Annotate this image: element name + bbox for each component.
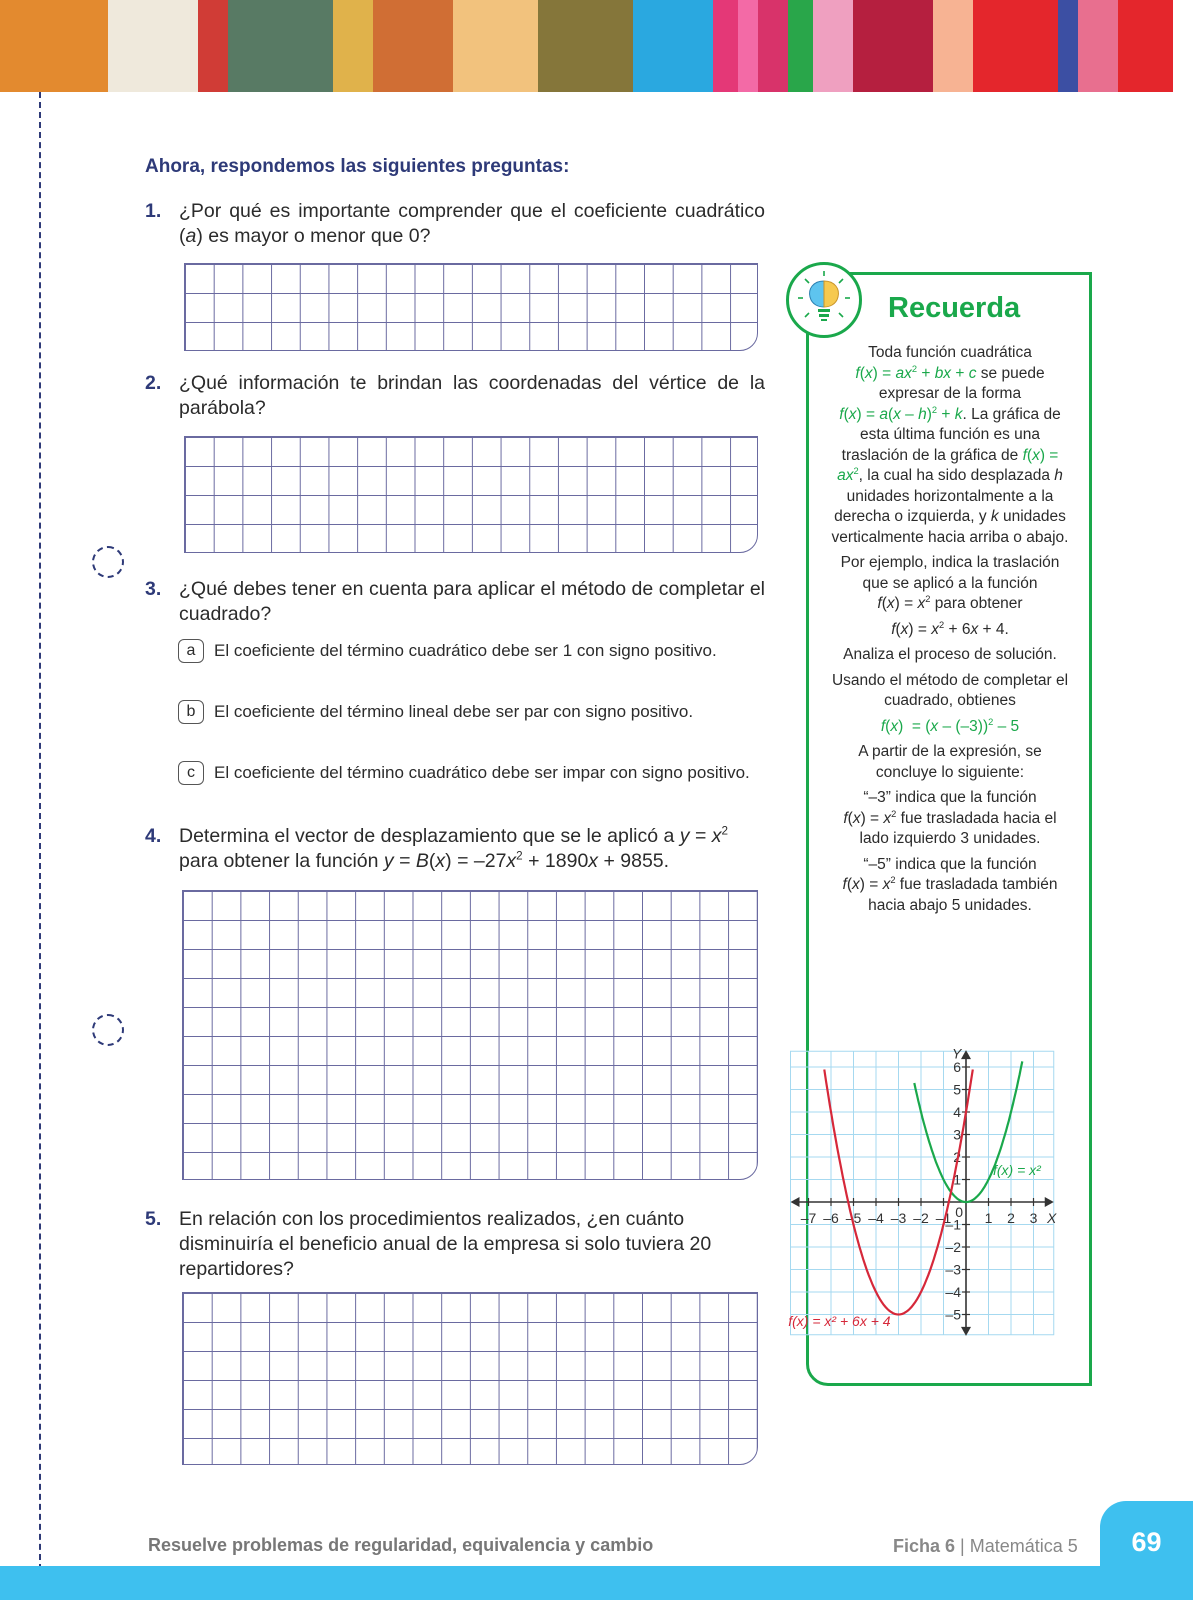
recuerda-text: fue trasladada también hacia abajo 5 unidades.	[868, 876, 1058, 914]
parabola-graph	[788, 1045, 1080, 1364]
recuerda-paragraph: A partir de la expresión, se concluye lo siguiente:	[858, 743, 1042, 781]
formula-vertex: f(x) = a(x – h)$^2$ + k	[839, 404, 963, 423]
recuerda-text: . La gráfica de esta última función es una traslación de la gráfica de	[841, 405, 1061, 464]
question-2	[145, 371, 765, 421]
option-text: El coeficiente del término lineal debe ser par con signo positivo.	[214, 702, 694, 721]
footer-separator: |	[955, 1536, 970, 1556]
question-text: ¿Qué información te brindan las coordenadas del vértice de la parábola?	[179, 372, 765, 419]
recuerda-paragraph: Usando el método de completar el cuadrado, obtienes	[831, 671, 1069, 709]
footer-subject	[893, 1536, 1078, 1557]
question-number: 1.	[145, 200, 162, 222]
y-tick-label: 6	[953, 1059, 961, 1075]
curve-label-shifted: f(x) = x² + 6x + 4	[788, 1312, 891, 1329]
footer-ficha: Ficha 6	[893, 1536, 956, 1556]
banner-stripe	[788, 0, 813, 92]
banner-stripe	[758, 0, 788, 92]
banner-stripe	[853, 0, 933, 92]
x-tick-label: 2	[1007, 1210, 1015, 1226]
cut-line	[39, 92, 41, 1600]
y-axis-label: Y	[952, 1045, 962, 1062]
y-tick-label: –1	[945, 1216, 961, 1233]
question-number: 5.	[145, 1208, 162, 1230]
answer-grid-5[interactable]	[182, 1292, 758, 1465]
y-tick-label: –4	[945, 1284, 961, 1300]
question-number: 2.	[145, 372, 162, 394]
recuerda-formula-result: f(x) = (x – (–3))$^2$ – 5	[880, 716, 1020, 735]
x-tick-label: –4	[868, 1210, 884, 1226]
x-tick-label: –2	[913, 1210, 929, 1226]
option-letter: c	[178, 761, 204, 785]
banner-stripe	[633, 0, 713, 92]
x-tick-label: –6	[823, 1210, 839, 1226]
recuerda-paragraph: “–3” indica que la función $f(x) = x^2$ fue trasladada hacia el lado izquierdo 3 unidades.	[843, 789, 1057, 847]
option-a[interactable]	[178, 638, 764, 663]
recuerda-paragraph: Analiza el proceso de solución.	[843, 646, 1057, 663]
y-tick-label: 5	[953, 1081, 961, 1098]
question-text-part: Determina el vector de desplazamiento que se le aplicó a	[179, 825, 680, 847]
decorative-banner	[0, 0, 1193, 92]
recuerda-text: unidades verticalmente hacia arriba o abajo.	[831, 508, 1069, 546]
answer-grid-1[interactable]	[184, 263, 758, 351]
curve-basic	[914, 1061, 1022, 1202]
binder-hole-marker	[92, 1014, 124, 1046]
y-tick-label: 4	[953, 1104, 961, 1120]
binder-hole-marker	[92, 546, 124, 578]
banner-stripe	[738, 0, 758, 92]
recuerda-text: fue trasladada hacia el lado izquierdo 3 unidades.	[859, 809, 1057, 847]
recuerda-text: Por ejemplo, indica la traslación que se aplicó a la función	[840, 554, 1060, 592]
option-text: El coeficiente del término cuadrático debe ser impar con signo positivo.	[214, 763, 750, 782]
question-text: Determina el vector de desplazamiento que se le aplicó a $y = x^2$ para obtener la función $y = B(x) = -27x^2 + 1890x + 9855$.	[179, 824, 729, 872]
banner-stripe	[333, 0, 373, 92]
banner-stripe	[373, 0, 453, 92]
footer-competency: Resuelve problemas de regularidad, equivalencia y cambio	[148, 1535, 654, 1555]
x-axis-arrow	[1045, 1197, 1054, 1207]
x-axis-arrow	[791, 1197, 800, 1207]
origin-label: 0	[955, 1204, 963, 1220]
formula-basic: $f(x) = ax^2$	[837, 446, 1059, 484]
question-number: 4.	[145, 825, 162, 847]
question-1	[145, 199, 765, 249]
option-text: El coeficiente del término cuadrático debe ser 1 con signo positivo.	[214, 641, 717, 660]
page-number: 69	[1131, 1527, 1162, 1557]
question-5	[145, 1207, 765, 1282]
question-4	[145, 824, 785, 874]
option-letter: b	[178, 700, 204, 724]
banner-stripe	[538, 0, 633, 92]
footer-band	[0, 1566, 1193, 1600]
section-intro: Ahora, respondemos las siguientes preguntas:	[145, 156, 570, 177]
recuerda-body	[827, 343, 1073, 921]
y-tick-label: –3	[945, 1261, 961, 1278]
x-tick-label: –3	[890, 1210, 907, 1226]
answer-grid-2[interactable]	[184, 436, 758, 553]
lightbulb-brain-icon	[786, 262, 862, 338]
question-text: ¿Qué debes tener en cuenta para aplicar el método de completar el cuadrado?	[179, 578, 765, 625]
x-axis-label: X	[1047, 1210, 1057, 1226]
x-tick-label: 1	[984, 1210, 993, 1226]
banner-stripe	[933, 0, 973, 92]
recuerda-paragraph: Por ejemplo, indica la traslación que se aplicó a la función $f(x) = x^2$ para obtener	[840, 554, 1060, 612]
recuerda-title: Recuerda	[888, 292, 1021, 324]
x-tick-label: –1	[935, 1210, 952, 1226]
recuerda-text: para obtener	[934, 595, 1023, 612]
banner-stripe	[973, 0, 1058, 92]
question-text-part: para obtener la función	[179, 850, 384, 872]
x-tick-label: 3	[1029, 1210, 1038, 1226]
x-tick-label: –5	[845, 1210, 862, 1226]
banner-stripe	[1058, 0, 1078, 92]
question-text: ¿Por qué es importante comprender que el coeficiente cuadrático (a) es mayor o menor que 0?	[179, 200, 765, 247]
question-number: 3.	[145, 578, 162, 600]
y-tick-label: 2	[953, 1149, 961, 1165]
banner-stripe	[1078, 0, 1118, 92]
y-tick-label: 3	[953, 1126, 961, 1143]
recuerda-formula: $f(x) = x^2 + 6x + 4$.	[891, 619, 1009, 638]
x-tick-label: –7	[800, 1210, 817, 1226]
recuerda-text: , la cual ha sido desplazada	[858, 467, 1050, 484]
banner-stripe	[713, 0, 738, 92]
option-letter: a	[178, 639, 204, 663]
recuerda-text: Toda función cuadrática	[868, 344, 1032, 361]
banner-stripe	[1118, 0, 1173, 92]
recuerda-text: unidades horizontalmente a la derecha o izquierda, y	[834, 487, 1054, 525]
banner-stripe	[198, 0, 228, 92]
question-3	[145, 577, 765, 627]
formula-general: $f(x) = ax^2$ + bx + c	[855, 363, 977, 382]
question-text: En relación con los procedimientos realizados, ¿en cuánto disminuiría el beneficio anual de la empresa si solo tuviera 20 repartidores?	[179, 1208, 712, 1280]
banner-stripe	[813, 0, 853, 92]
answer-grid-4[interactable]	[182, 890, 758, 1180]
y-tick-label: –5	[945, 1306, 961, 1323]
banner-stripe	[453, 0, 538, 92]
banner-stripe	[228, 0, 333, 92]
recuerda-text: “–5” indica que la función	[863, 855, 1037, 873]
recuerda-text: se puede expresar de la forma	[878, 364, 1045, 402]
banner-stripe	[108, 0, 198, 92]
option-c[interactable]	[178, 760, 764, 785]
recuerda-paragraph: Toda función cuadrática $f(x) = ax^2$ + bx + c se puede expresar de la forma f(x) = a(x – h)$^2$ + k. La gráfica de esta última función es una traslación de la gráfica de $f(x) = ax^2$, la cual ha sido desplazada h unidades horizontalmente a la derecha o izquierda, y k unidades verticalmente hacia arriba o abajo.	[831, 344, 1069, 546]
banner-stripe	[0, 0, 108, 92]
option-b[interactable]	[178, 699, 764, 724]
recuerda-text: “–3” indica que la función	[863, 789, 1037, 806]
y-tick-label: –2	[945, 1239, 961, 1255]
recuerda-paragraph: “–5” indica que la función $f(x) = x^2$ fue trasladada también hacia abajo 5 unidades.	[842, 855, 1058, 914]
curve-label-basic: f(x) = x²	[993, 1162, 1041, 1178]
y-tick-label: 1	[953, 1171, 961, 1188]
footer-subject-name: Matemática 5	[969, 1536, 1078, 1556]
